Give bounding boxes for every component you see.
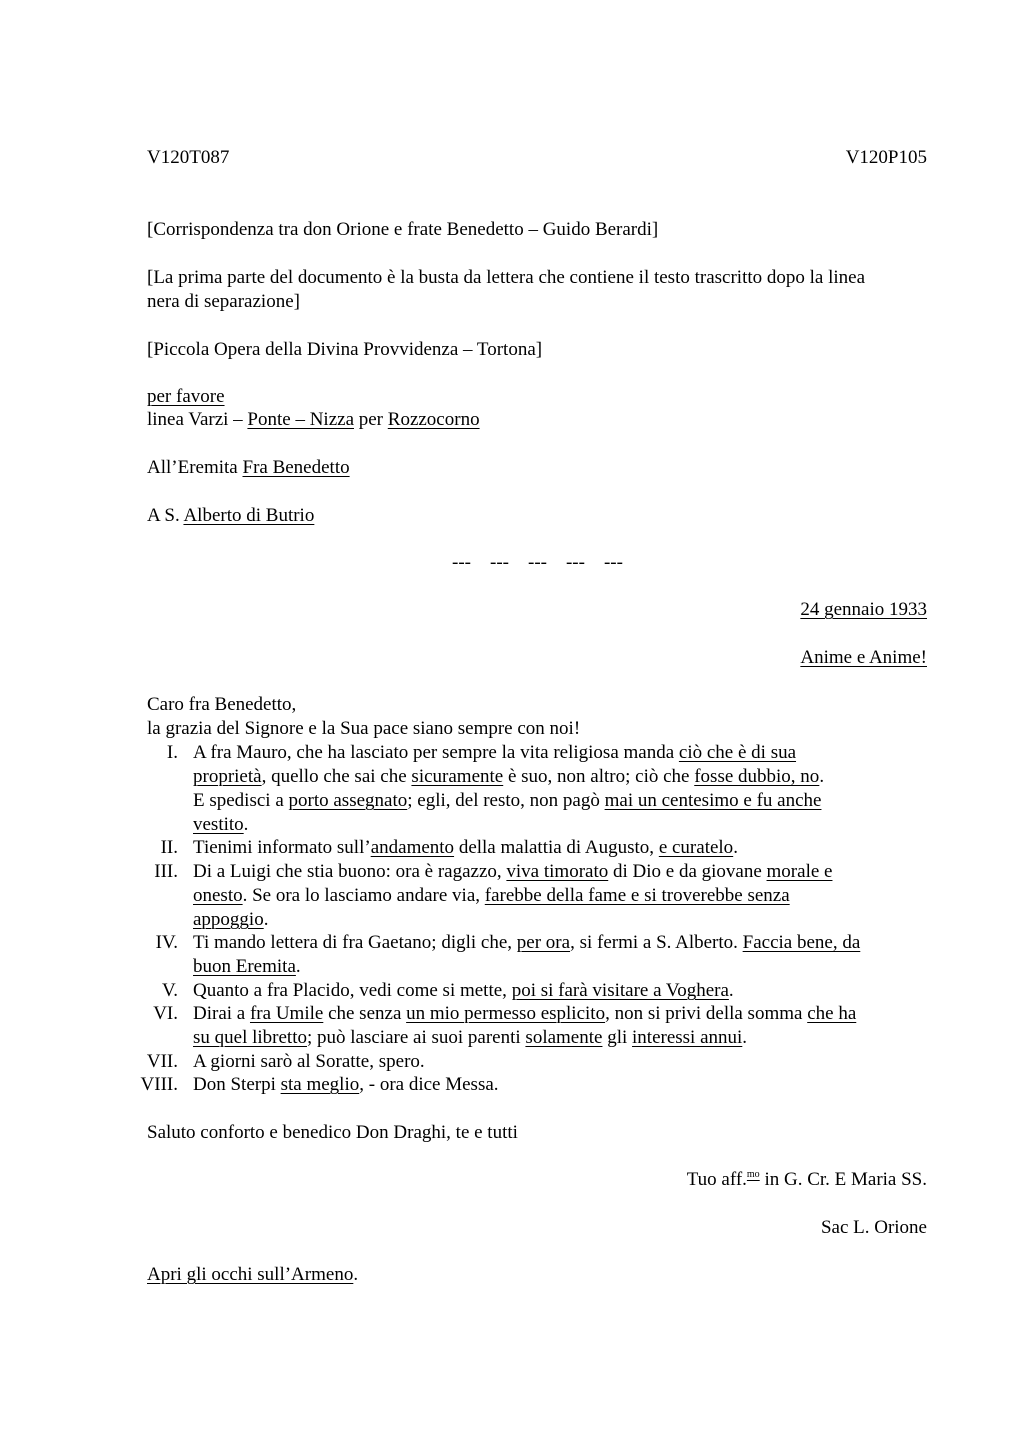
- list-item-text: A fra Mauro, che ha lasciato per sempre la vita religiosa manda ciò che è di sua: [193, 742, 797, 763]
- letter-date: 24 gennaio 1933: [800, 599, 927, 620]
- address-line1: All’Eremita Fra Benedetto: [147, 457, 350, 478]
- list-item-text: appoggio.: [193, 909, 269, 930]
- item-number: VI.: [153, 1003, 178, 1024]
- intro-note-line2: nera di separazione]: [147, 291, 300, 312]
- item-number: VII.: [146, 1051, 178, 1072]
- list-item-text: Di a Luigi che stia buono: ora è ragazzo, viva timorato di Dio e da giovane morale e: [193, 861, 833, 882]
- right-code: V120P105: [845, 147, 927, 168]
- list-item-text: Dirai a fra Umile che senza un mio permesso esplicito, non si privi della somma che ha: [193, 1003, 857, 1024]
- left-code: V120T087: [147, 147, 230, 168]
- intro-title: [Corrispondenza tra don Orione e frate Benedetto – Guido Berardi]: [147, 219, 659, 240]
- address-line2: A S. Alberto di Butrio: [147, 505, 315, 526]
- signature: Sac L. Orione: [820, 1217, 927, 1238]
- list-item-text: vestito.: [193, 814, 249, 835]
- list-item-text: proprietà, quello che sai che sicuramente è suo, non altro; ciò che fosse dubbio, no.: [193, 766, 825, 787]
- intro-note-line1: [La prima parte del documento è la busta da lettera che contiene il testo trascritto dopo la linea: [147, 267, 866, 288]
- list-item-text: A giorni sarò al Soratte, spero.: [193, 1051, 425, 1072]
- list-item-text: su quel libretto; può lasciare ai suoi parenti solamente gli interessi annui.: [193, 1027, 748, 1048]
- per-favore: per favore: [147, 386, 225, 407]
- list-item-text: buon Eremita.: [193, 956, 301, 977]
- greeting-blessing: la grazia del Signore e la Sua pace siano sempre con noi!: [147, 718, 581, 739]
- greeting-salutation: Caro fra Benedetto,: [147, 694, 297, 715]
- item-number: IV.: [155, 932, 178, 953]
- closing-formula: Tuo aff.$^{mo}$ in G. Cr. E Maria SS.: [686, 1169, 927, 1190]
- route-line: linea Varzi – Ponte – Nizza per Rozzocorno: [147, 409, 480, 430]
- list-item-text: Ti mando lettera di fra Gaetano; digli che, per ora, si fermi a S. Alberto. Faccia bene, da: [193, 932, 861, 953]
- item-number: III.: [154, 861, 178, 882]
- closing-greeting: Saluto conforto e benedico Don Draghi, te e tutti: [147, 1122, 518, 1143]
- list-item-text: Tienimi informato sull’andamento della malattia di Augusto, e curatelo.: [193, 837, 738, 858]
- separator: --- --- --- --- ---: [452, 552, 623, 573]
- list-item-text: Quanto a fra Placido, vedi come si mette, poi si farà visitare a Voghera.: [193, 980, 734, 1001]
- item-number: II.: [160, 837, 178, 858]
- motto: Anime e Anime!: [800, 647, 927, 668]
- postscript: Apri gli occhi sull’Armeno.: [147, 1264, 359, 1285]
- item-number: V.: [161, 980, 178, 1001]
- list-item-text: onesto. Se ora lo lasciamo andare via, farebbe della fame e si troverebbe senza: [193, 885, 790, 906]
- letterhead: [Piccola Opera della Divina Provvidenza – Tortona]: [147, 339, 543, 360]
- list-item-text: E spedisci a porto assegnato; egli, del resto, non pagò mai un centesimo e fu anche: [193, 790, 822, 811]
- item-number: I.: [166, 742, 178, 763]
- list-item-text: Don Sterpi sta meglio, - ora dice Messa.: [193, 1074, 499, 1095]
- item-number: VIII.: [140, 1074, 178, 1095]
